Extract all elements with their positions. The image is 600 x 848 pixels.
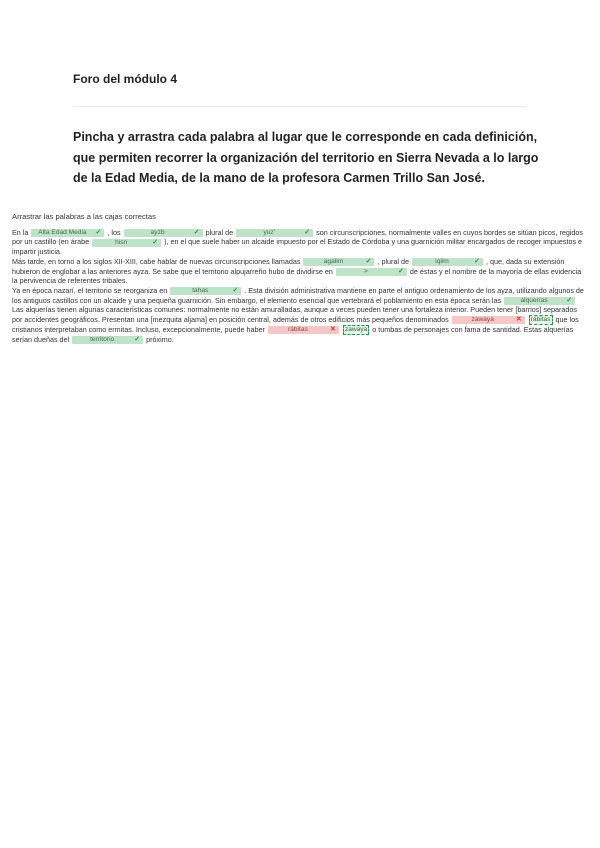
drop-word: ayzb	[150, 228, 165, 236]
drop-zone[interactable]	[504, 297, 575, 305]
paragraph-alta-edad-media	[12, 228, 588, 257]
paragraph-text: En la	[12, 227, 29, 237]
paragraph-alquerias	[12, 305, 588, 345]
paragraph-text: , que, dada su extensión hubieron de englobar a las anteriores ayza. Se sabe que el territorio alpujarreño hubo de dividirse en	[12, 256, 565, 276]
check-icon: ✓	[232, 287, 239, 295]
divider	[73, 106, 526, 107]
drop-word: yuz'	[263, 228, 275, 236]
drop-word: zawaya	[471, 316, 494, 324]
check-icon: ✓	[365, 257, 372, 265]
drop-word: alquerías	[520, 296, 548, 304]
drop-zone[interactable]	[31, 229, 104, 237]
drag-drop-exercise	[12, 212, 588, 345]
drop-zone[interactable]	[303, 258, 374, 266]
paragraph-text: o tumbas de personajes con fama de santidad. Estas alquerías serían dueñas del	[12, 325, 574, 345]
instructions-text: Pincha y arrastra cada palabra al lugar que le corresponde en cada definición, que permiten recorrer la organización del territorio en Sierra Nevada a lo largo de la Edad Media, de la mano de la profesora Carmen Trillo San José.	[73, 130, 539, 185]
page-title: Foro del módulo 4	[73, 72, 177, 86]
drop-zone[interactable]	[92, 239, 161, 247]
paragraph-text: que los cristianos interpretaban como ermitas. Incluso, excepcionalmente, puede haber	[12, 315, 579, 335]
drop-word: territorio	[90, 336, 115, 344]
exercise-heading: Arrastrar las palabras a las cajas correctas	[12, 212, 156, 221]
drop-word: tahas	[192, 287, 209, 295]
paragraph-text: . Esta división administrativa mantiene en parte el antiguo ordenamiento de los ayza, utilizando algunos de los antiguos castillos con un alcaide y una pequeña guarnición. Sin embargo, el elemento esencial que vertebrará el poblamiento en esta época serán las	[12, 285, 584, 305]
drop-word: iqlim	[435, 257, 449, 265]
paragraph-epoca-nazari	[12, 286, 588, 305]
check-icon: ✓	[193, 228, 200, 236]
paragraph-text: plural de	[205, 227, 234, 237]
drop-word: hisn	[115, 238, 128, 246]
check-icon: ✓	[304, 228, 311, 236]
paragraph-siglos-xii-xiii	[12, 257, 588, 286]
check-icon: ✓	[474, 257, 481, 265]
drop-zone[interactable]	[170, 287, 241, 295]
drop-zone[interactable]	[452, 316, 525, 324]
check-icon: ✓	[152, 238, 159, 246]
drop-zone[interactable]	[124, 229, 203, 237]
paragraph-text: de éstas y el nombre de la mayoría de ellas evidencia la pervivencia de referentes tribales.	[12, 266, 582, 286]
drop-word: >	[363, 267, 368, 275]
drop-zone[interactable]	[72, 336, 143, 344]
check-icon: ✓	[134, 336, 141, 344]
drop-word: agalim	[323, 257, 344, 265]
cross-icon: ✕	[330, 326, 336, 334]
paragraph-text: son circunscripciones, normalmente valles en cuyos bordes se sitúan picos, regidos por un castillo (en árabe	[12, 227, 584, 247]
paragraph-text: Más tarde, en torno a los siglos XII-XIII, cabe hablar de nuevas circunscripciones llamadas	[12, 256, 301, 266]
paragraph-text: Las alquerías tienen algunas características comunes: normalmente no están amuralladas, aunque a veces pueden tener una fortaleza interior. Pueden tener [barrios] separados por accidentes geográficos. Presentan una [mezquita aljama] en posición central, además de otros edificios más pequeños denominados	[12, 305, 577, 325]
drop-word: Alta Edad Media	[38, 228, 87, 236]
draggable-word-chip[interactable]: rábitas	[530, 316, 551, 324]
draggable-word-chip[interactable]: zawaya	[344, 326, 368, 334]
paragraph-text: , plural de	[377, 256, 410, 266]
drop-zone[interactable]	[236, 229, 313, 237]
drop-zone[interactable]	[412, 258, 483, 266]
check-icon: ✓	[397, 267, 404, 275]
check-icon: ✓	[566, 296, 573, 304]
drop-zone[interactable]	[336, 268, 407, 276]
cross-icon: ✕	[515, 316, 522, 324]
paragraph-text: ), en el que suele haber un alcaide impuesto por el Estado de Córdoba y una guarnición militar encargados de recoger impuestos e impartir justicia.	[12, 237, 583, 257]
paragraph-text: próximo.	[146, 335, 174, 345]
check-icon: ✓	[95, 228, 102, 236]
drop-word: rábitas	[288, 326, 308, 334]
paragraph-text: , los	[107, 227, 121, 237]
drop-zone[interactable]	[268, 326, 339, 334]
paragraph-text: Ya en época nazarí, el territorio se reorganiza en	[12, 285, 168, 295]
